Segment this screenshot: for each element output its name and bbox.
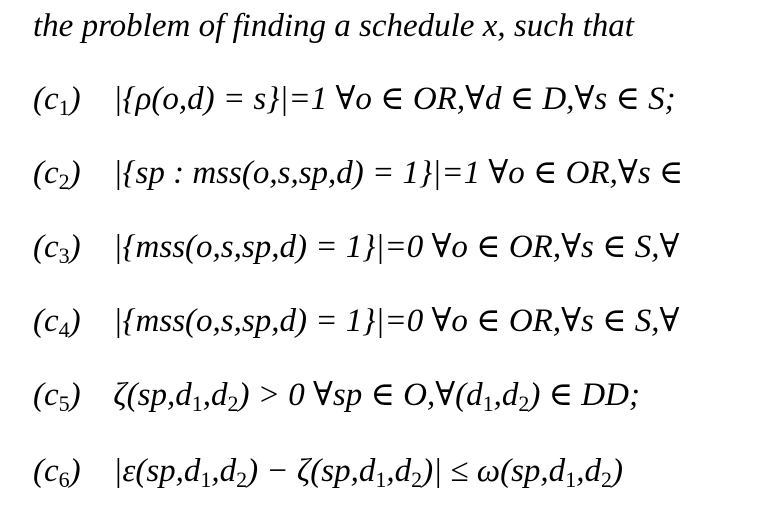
- condition-expression: |{mss(o,s,sp,d) = 1}|=0 ∀o ∈ OR,∀s ∈ S,∀: [113, 229, 680, 265]
- condition-c4: [33, 297, 679, 345]
- condition-c3: [33, 223, 679, 271]
- intro-sentence: the problem of finding a schedule x, such that: [33, 8, 634, 44]
- condition-label: $(c_4)$: [33, 303, 81, 342]
- condition-label: $(c_5)$: [33, 377, 81, 416]
- condition-c1: [33, 75, 676, 123]
- condition-label: $(c_3)$: [33, 229, 81, 268]
- condition-c6: [33, 447, 623, 495]
- condition-label: $(c_6)$: [33, 453, 81, 492]
- condition-expression: |{sp : mss(o,s,sp,d) = 1}|=1 ∀o ∈ OR,∀s ∈: [113, 155, 684, 191]
- condition-c2: [33, 149, 683, 197]
- condition-expression: |{ρ(o,d) = s}|=1 ∀o ∈ OR,∀d ∈ D,∀s ∈ S;: [113, 81, 676, 117]
- condition-c5: [33, 371, 640, 419]
- condition-label: $(c_1)$: [33, 81, 81, 120]
- condition-expression: $\zeta(sp,d_1,d_2) > 0$ ∀sp ∈ $O,\forall(d_1,d_2)$ ∈ DD;: [113, 377, 640, 416]
- condition-expression: |{mss(o,s,sp,d) = 1}|=0 ∀o ∈ OR,∀s ∈ S,∀: [113, 303, 680, 339]
- condition-expression: $|\varepsilon(sp,d_1,d_2) - \zeta(sp,d_1,d_2)| \le \omega(sp,d_1,d_2)$: [113, 453, 623, 492]
- condition-label: $(c_2)$: [33, 155, 81, 194]
